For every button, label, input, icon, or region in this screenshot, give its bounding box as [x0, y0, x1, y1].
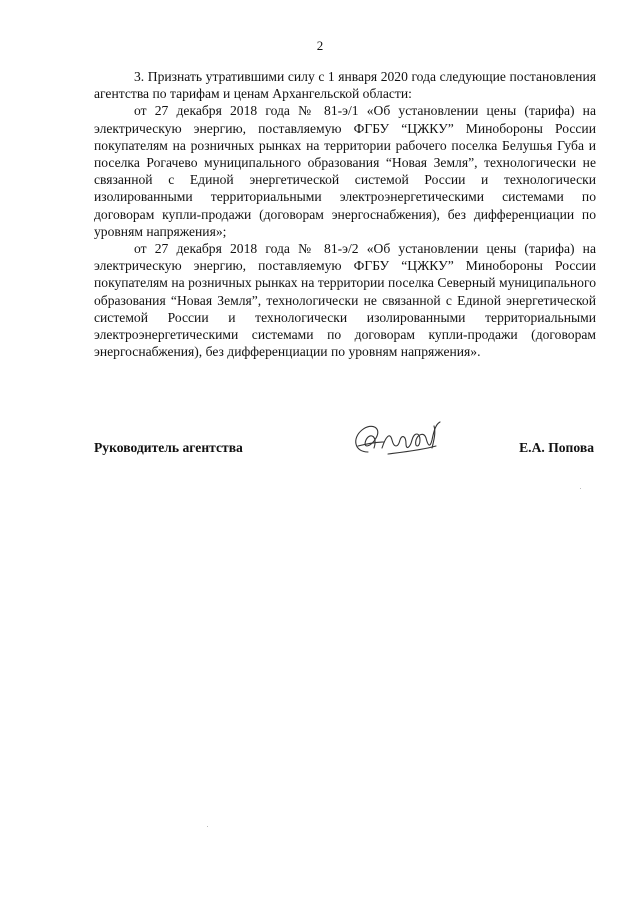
paragraph-resolution-81-e-2: от 27 декабря 2018 года № 81-э/2 «Об установлении цены (тарифа) на электрическую энергию, поставляемую ФГБУ “ЦЖКУ” Минобороны России покупателям на розничных рынках на территории поселка Северный муниципального образования “Новая Земля”, технологически не связанной с Единой энергетической системой России и технологически изолированными территориальными электроэнергетическими системами по договорам купли-продажи (договорам энергоснабжения), без дифференциации по уровням напряжения». [94, 241, 596, 360]
paragraph-resolution-81-e-1: от 27 декабря 2018 года № 81-э/1 «Об установлении цены (тарифа) на электрическую энергию, поставляемую ФГБУ “ЦЖКУ” Минобороны России покупателям на розничных рынках на территории рабочего поселка Белушья Губа и поселка Рогачево муниципального образования “Новая Земля”, технологически не связанной с Единой энергетической системой России и технологически изолированными территориальными электроэнергетическими системами по договорам купли-продажи (договорам энергоснабжения), без дифференциации по уровням напряжения»; [94, 103, 596, 239]
page-number: 2 [316, 38, 324, 53]
scan-speck [580, 488, 581, 489]
document-body [94, 68, 596, 360]
signature-block [94, 434, 596, 474]
scan-speck [207, 826, 208, 827]
handwritten-signature [348, 418, 444, 464]
paragraph-item-3: 3. Признать утратившими силу с 1 января 2020 года следующие постановления агентства по тарифам и ценам Архангельской области: [94, 69, 596, 102]
signatory-position: Руководитель агентства [94, 440, 243, 455]
signatory-name: Е.А. Попова [519, 440, 594, 455]
